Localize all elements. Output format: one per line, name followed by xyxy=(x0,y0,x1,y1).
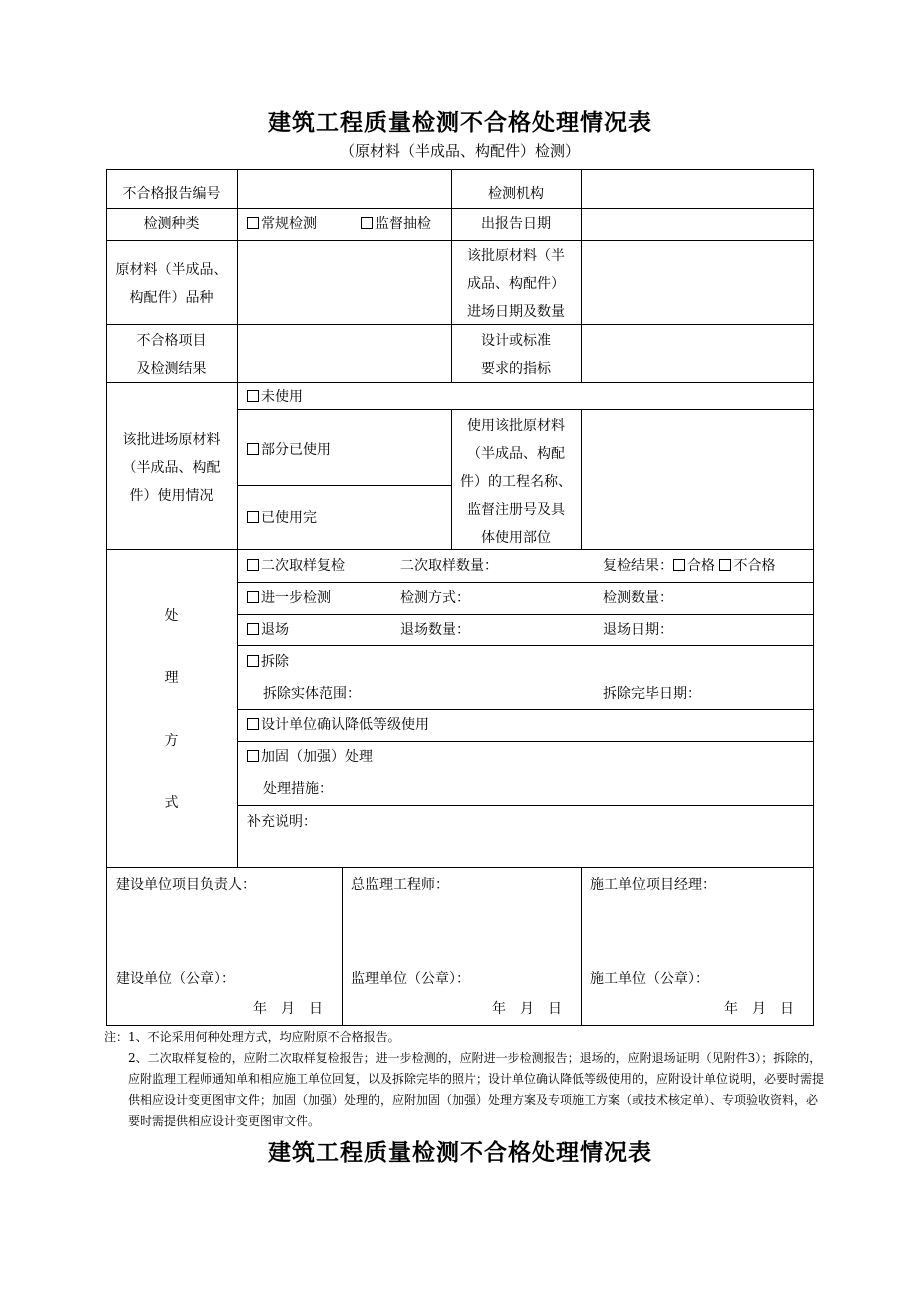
failed-items-label-1: 不合格项目 xyxy=(136,333,207,349)
report-date-label: 出报告日期 xyxy=(481,216,551,232)
downgrade-checkbox[interactable]: 设计单位确认降低等级使用 xyxy=(247,711,429,739)
page-title: 建筑工程质量检测不合格处理情况表 xyxy=(268,110,652,136)
note-1: 注：1、不论采用何种处理方式，均应附原不合格报告。 xyxy=(104,1030,400,1044)
material-variety-label-1: 原材料（半成品、 xyxy=(115,262,228,278)
demolish-scope-label: 拆除实体范围： xyxy=(263,686,361,702)
owner-rep-label: 建设单位项目负责人： xyxy=(116,877,256,893)
checkbox-icon xyxy=(247,718,259,730)
checkbox-icon xyxy=(361,217,373,229)
treatment-label-1: 处 xyxy=(164,608,179,624)
reinforce-checkbox[interactable]: 加固（加强）处理 xyxy=(247,743,373,771)
chief-supervisor-label: 总监理工程师： xyxy=(351,877,449,893)
usage-label-3: 件）使用情况 xyxy=(129,488,214,504)
checkbox-icon xyxy=(719,559,731,571)
fail-checkbox[interactable]: 不合格 xyxy=(719,558,775,574)
return-date-label: 退场日期： xyxy=(603,622,673,638)
resample-checkbox[interactable]: 二次取样复检 xyxy=(247,552,345,580)
treatment-label-2: 理 xyxy=(164,670,179,686)
entry-info-label-1: 该批原材料（半 xyxy=(467,248,565,264)
usage-label-1: 该批进场原材料 xyxy=(122,432,221,448)
contractor-seal-label: 施工单位（公章）： xyxy=(590,971,709,987)
entry-info-label-3: 进场日期及数量 xyxy=(467,304,565,320)
checkbox-icon xyxy=(247,390,259,402)
test-qty-label: 检测数量： xyxy=(603,590,673,606)
project-info-label-5: 体使用部位 xyxy=(481,530,551,546)
agency-label: 检测机构 xyxy=(488,186,544,202)
owner-seal-label: 建设单位（公章）： xyxy=(116,971,235,987)
recheck-result-label: 复检结果： 合格 不合格 xyxy=(603,558,776,574)
design-index-label-1: 设计或标准 xyxy=(481,333,551,349)
supervisor-seal-label: 监理单位（公章）： xyxy=(351,971,470,987)
design-index-label-2: 要求的指标 xyxy=(481,361,551,377)
return-checkbox[interactable]: 退场 xyxy=(247,616,289,644)
test-type-label: 检测种类 xyxy=(143,216,200,232)
return-qty-label: 退场数量： xyxy=(400,622,470,638)
treatment-label-4: 式 xyxy=(164,795,179,811)
contractor-date-label: 年 月 日 xyxy=(724,1001,794,1017)
report-no-label: 不合格报告编号 xyxy=(122,186,221,202)
failed-items-label-2: 及检测结果 xyxy=(136,361,207,377)
entry-info-label-2: 成品、构配件） xyxy=(467,276,565,292)
checkbox-icon xyxy=(247,559,259,571)
usage-label-2: （半成品、构配 xyxy=(122,460,221,476)
checkbox-icon xyxy=(247,591,259,603)
checkbox-icon xyxy=(673,559,685,571)
supplement-label: 补充说明： xyxy=(247,814,317,830)
pass-checkbox[interactable]: 合格 xyxy=(673,558,715,574)
checkbox-icon xyxy=(247,655,259,667)
page-subtitle: （原材料（半成品、构配件）检测） xyxy=(339,142,580,160)
material-variety-label-2: 构配件）品种 xyxy=(129,290,214,306)
treatment-label-3: 方 xyxy=(164,733,179,749)
project-info-label-4: 监督注册号及具 xyxy=(467,502,565,518)
all-used-checkbox[interactable]: 已使用完 xyxy=(247,504,317,532)
demolish-checkbox[interactable]: 拆除 xyxy=(247,648,289,676)
project-info-label-1: 使用该批原材料 xyxy=(467,418,565,434)
project-info-label-3: 件）的工程名称、 xyxy=(460,474,572,490)
checkbox-icon xyxy=(247,217,259,229)
supervision-test-checkbox[interactable]: 监督抽检 xyxy=(361,210,431,238)
supervisor-date-label: 年 月 日 xyxy=(492,1001,562,1017)
regular-test-checkbox[interactable]: 常规检测 xyxy=(247,210,317,238)
note-2: 2、二次取样复检的，应附二次取样复检报告；进一步检测的，应附进一步检测报告；退场的，应附退场证明（见附件3）；拆除的，应附监理工程师通知单和相应施工单位回复，以及拆除完毕的照片；设计单位确认降低等级使用的，应附设计单位说明，必要时需提供相应设计变更图审文件；加固（加强）处理的，应附加固（加强）处理方案及专项施工方案（或技术核定单）、专项验收资料，必要时需提供相应设计变更图审文件。 xyxy=(128,1051,825,1128)
checkbox-icon xyxy=(247,623,259,635)
owner-date-label: 年 月 日 xyxy=(253,1001,323,1017)
test-method-label: 检测方式： xyxy=(400,590,470,606)
demolish-date-label: 拆除完毕日期： xyxy=(603,686,701,702)
project-info-label-2: （半成品、构配 xyxy=(467,446,565,462)
checkbox-icon xyxy=(247,443,259,455)
further-test-checkbox[interactable]: 进一步检测 xyxy=(247,584,331,612)
measures-label: 处理措施： xyxy=(263,781,333,797)
resample-qty-label: 二次取样数量： xyxy=(400,558,498,574)
checkbox-icon xyxy=(247,511,259,523)
unused-checkbox[interactable]: 未使用 xyxy=(247,383,303,411)
page-title-2: 建筑工程质量检测不合格处理情况表 xyxy=(268,1140,652,1166)
checkbox-icon xyxy=(247,750,259,762)
partly-used-checkbox[interactable]: 部分已使用 xyxy=(247,436,331,464)
contractor-manager-label: 施工单位项目经理： xyxy=(590,877,716,893)
